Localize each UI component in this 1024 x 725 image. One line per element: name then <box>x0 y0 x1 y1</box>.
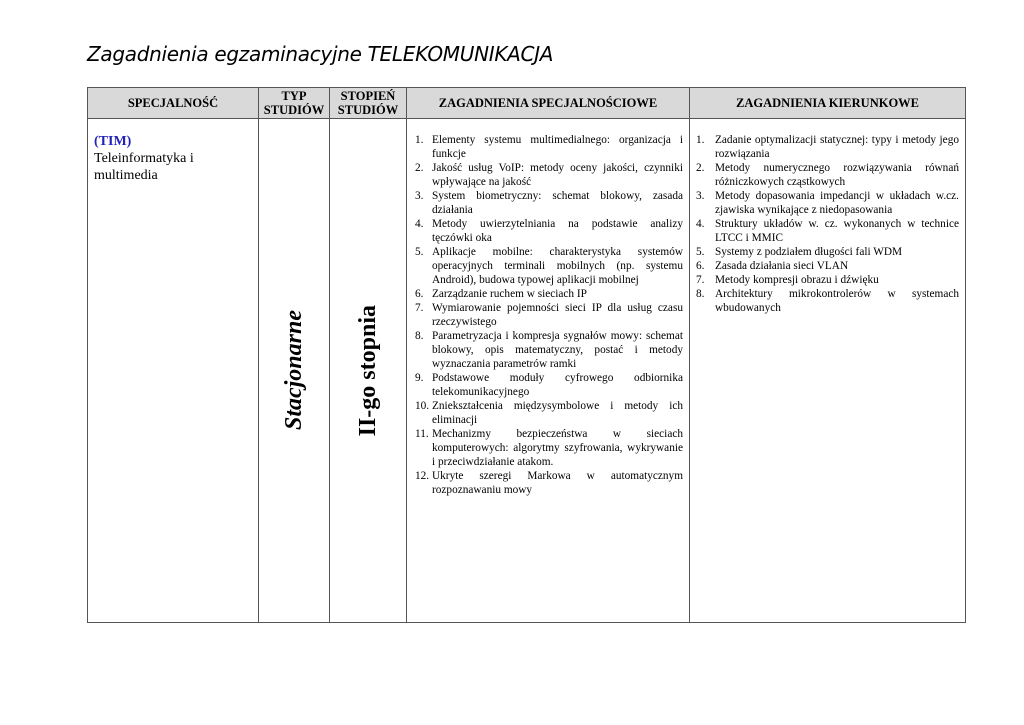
list-item-number: 5. <box>415 246 424 258</box>
list-item <box>415 329 683 371</box>
header-stopien-studiow <box>330 88 407 119</box>
header-zagadnienia-kierunkowe: ZAGADNIENIA KIERUNKOWE <box>690 88 966 119</box>
header-typ-line1: TYP <box>281 89 307 103</box>
list-item-text: Metody numerycznego rozwiązywania równań różniczkowych cząstkowych <box>715 162 959 188</box>
list-item <box>696 245 959 259</box>
list-item <box>415 287 683 301</box>
list-item <box>415 133 683 161</box>
list-item <box>696 273 959 287</box>
list-item-text: Ukryte szeregi Markowa w automatycznym rozpoznawaniu mowy <box>432 470 683 496</box>
list-item <box>415 245 683 287</box>
list-item-number: 9. <box>415 372 424 384</box>
specialization-cell <box>88 119 259 623</box>
study-type-cell <box>259 119 330 623</box>
header-typ-studiow <box>259 88 330 119</box>
list-item-number: 6. <box>696 260 705 272</box>
header-specjalnosc: SPECJALNOŚĆ <box>88 88 259 119</box>
list-item-text: Zarządzanie ruchem w sieciach IP <box>432 288 587 300</box>
list-item <box>415 217 683 245</box>
list-item-number: 2. <box>415 162 424 174</box>
list-item-number: 8. <box>415 330 424 342</box>
list-item <box>415 301 683 329</box>
list-item <box>415 161 683 189</box>
header-typ-line2: STUDIÓW <box>263 103 325 117</box>
list-item <box>696 133 959 161</box>
list-item-text: System biometryczny: schemat blokowy, zasada działania <box>432 190 683 216</box>
list-item-text: Jakość usług VoIP: metody oceny jakości, czynniki wpływające na jakość <box>432 162 683 188</box>
list-item <box>696 287 959 315</box>
list-item-number: 7. <box>696 274 705 286</box>
list-item-number: 4. <box>415 218 424 230</box>
list-item-number: 3. <box>696 190 705 202</box>
list-item-number: 10. <box>415 400 430 412</box>
list-item-text: Mechanizmy bezpieczeństwa w sieciach komputerowych: algorytmy szyfrowania, wykrywanie i przeciwdziałanie atakom. <box>432 428 683 468</box>
list-item-text: Podstawowe moduły cyfrowego odbiornika telekomunikacyjnego <box>432 372 683 398</box>
direction-topics-cell <box>690 119 966 623</box>
list-item-number: 1. <box>415 134 424 146</box>
list-item <box>696 217 959 245</box>
study-degree: II-go stopnia <box>355 304 381 437</box>
list-item-number: 3. <box>415 190 424 202</box>
list-item-text: Wymiarowanie pojemności sieci IP dla usług czasu rzeczywistego <box>432 302 683 328</box>
table-header-row <box>88 88 966 119</box>
specialization-topics-cell <box>407 119 690 623</box>
list-item <box>696 189 959 217</box>
list-item-text: Systemy z podziałem długości fali WDM <box>715 246 903 258</box>
list-item <box>415 399 683 427</box>
list-item <box>415 189 683 217</box>
list-item-number: 8. <box>696 288 705 300</box>
list-item-text: Aplikacje mobilne: charakterystyka systemów operacyjnych terminali mobilnych (np. systemu Android), budowa typowej aplikacji mobilnej <box>432 246 683 286</box>
list-item-text: Struktury układów w. cz. wykonanych w technice LTCC i MMIC <box>715 218 959 244</box>
list-item-number: 12. <box>415 470 430 482</box>
list-item <box>415 469 683 497</box>
list-item-text: Parametryzacja i kompresja sygnałów mowy: schemat blokowy, opis matematyczny, postać i metody wyznaczania parametrów ramki <box>432 330 683 370</box>
list-item-number: 4. <box>696 218 705 230</box>
list-item-text: Zasada działania sieci VLAN <box>715 260 849 272</box>
specialization-code: (TIM) <box>94 134 132 149</box>
table-row <box>88 119 966 623</box>
direction-topics-list <box>696 133 959 315</box>
specialization-name: Teleinformatyka i multimedia <box>94 151 194 183</box>
list-item-text: Zadanie optymalizacji statycznej: typy i metody jego rozwiązania <box>715 134 959 160</box>
list-item <box>696 161 959 189</box>
study-type: Stacjonarne <box>281 310 307 431</box>
list-item-text: Elementy systemu multimedialnego: organizacja i funkcje <box>432 134 683 160</box>
header-stopien-line1: STOPIEŃ <box>340 89 396 103</box>
list-item-text: Architektury mikrokontrolerów w systemach wbudowanych <box>715 288 959 314</box>
list-item-number: 1. <box>696 134 705 146</box>
list-item-number: 2. <box>696 162 705 174</box>
study-degree-cell <box>330 119 407 623</box>
list-item <box>415 427 683 469</box>
exam-topics-table <box>87 87 966 623</box>
list-item-text: Metody kompresji obrazu i dźwięku <box>715 274 879 286</box>
specialization-topics-list <box>415 133 683 497</box>
list-item-text: Metody dopasowania impedancji w układach w.cz. zjawiska wynikające z niedopasowania <box>715 190 959 216</box>
list-item-number: 6. <box>415 288 424 300</box>
list-item <box>415 371 683 399</box>
list-item-number: 11. <box>415 428 429 440</box>
list-item-number: 7. <box>415 302 424 314</box>
page-title: Zagadnienia egzaminacyjne TELEKOMUNIKACJA <box>87 42 554 66</box>
header-zagadnienia-specjalnosciowe: ZAGADNIENIA SPECJALNOŚCIOWE <box>407 88 690 119</box>
header-stopien-line2: STUDIÓW <box>337 103 399 117</box>
list-item-number: 5. <box>696 246 705 258</box>
list-item-text: Zniekształcenia międzysymbolowe i metody ich eliminacji <box>432 400 683 426</box>
list-item-text: Metody uwierzytelniania na podstawie analizy tęczówki oka <box>432 218 683 244</box>
list-item <box>696 259 959 273</box>
